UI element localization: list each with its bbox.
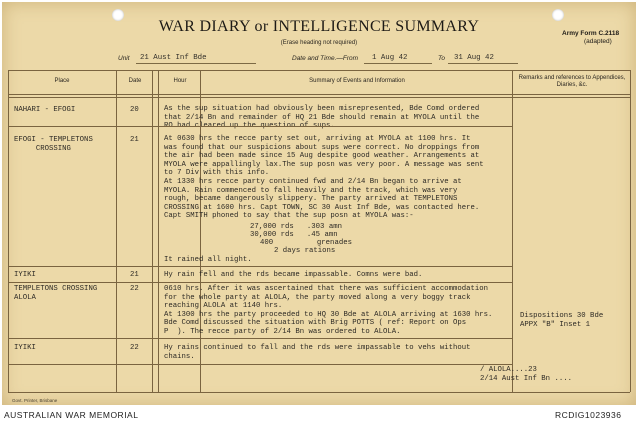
table-header-rule-2 <box>8 97 630 98</box>
unit-value: 21 Aust Inf Bde <box>140 54 207 62</box>
unit-label: Unit <box>118 55 130 62</box>
row-2-text: At 0630 hrs the recce party set out, arriving at MYOLA at 1100 hrs. It was found that our suspicions about sups were correct. No droppings from the air had been made since 15 Aug despite good weather. Arrangements at MYOLA were appallingly lax.The sup posn was very poor. A message was sent to 7 Div with this info. At 1330 hrs recce party continued fwd and 2/14 Bn began to arrive at MYOLA. Rain commenced to fall heavily and the track, which was very rough, became dangerously slippery. The party arrived at TEMPLETONS CROSSING at 1600 hrs. Capt TOWN, SC 30 Aust Inf Bde, was contacted here. Capt SMITH phoned to say that the sup posn at MYOLA was:- <box>164 135 484 221</box>
diary-page <box>2 2 636 406</box>
col-header-date: Date <box>128 78 142 84</box>
row-2-supply-2: 30,000 rds .45 amn <box>250 231 338 239</box>
form-number-sub: (adapted) <box>584 38 612 45</box>
row-2-closing: It rained all night. <box>164 256 252 264</box>
row-5-text: Hy rains continued to fall and the rds were impassable to vehs without chains. <box>164 344 471 361</box>
table-bottom-rule <box>8 392 630 393</box>
col-header-summary: Summary of Events and Information <box>309 78 405 84</box>
row-5-place: IYIKI <box>14 344 36 352</box>
row-3-place: IYIKI <box>14 271 36 279</box>
footer-record-id: RCDIG1023936 <box>555 410 622 420</box>
col-divider-summary <box>512 70 513 392</box>
col-divider-place <box>116 70 117 392</box>
row-4-date: 22 <box>130 285 139 293</box>
row-2-supply-3: 400 grenades <box>260 239 352 247</box>
row-2-date: 21 <box>130 136 139 144</box>
col-header-remarks: Remarks and references to Appendices, Diaries, &c. <box>518 75 626 88</box>
table-top-rule <box>8 70 630 71</box>
bottom-note: / ALOLA....23 2/14 Aust Inf Bn .... <box>480 366 572 383</box>
row-1-date: 20 <box>130 106 139 114</box>
row-3-date: 21 <box>130 271 139 279</box>
table-border-right <box>630 70 631 392</box>
date-to-underline <box>448 63 518 64</box>
army-form-number <box>562 30 619 46</box>
date-to-label: To <box>438 55 445 62</box>
printer-imprint: Govt. Printer, Brisbane <box>12 398 58 403</box>
table-border-left <box>8 70 9 392</box>
row-2-place: EFOGI - TEMPLETONS CROSSING <box>14 136 93 153</box>
col-header-place: Place <box>54 78 70 84</box>
row-5-date: 22 <box>130 344 139 352</box>
table-header-rule <box>8 94 630 95</box>
col-header-hour: Hour <box>173 78 187 84</box>
row-divider <box>8 266 512 267</box>
date-from-label: Date and Time.—From <box>292 55 359 62</box>
row-divider <box>8 338 512 339</box>
row-1-text: As the sup situation had obviously been misrepresented, Bde Comd ordered that 2/14 Bn and remainder of HQ 21 Bde should remain at MYOLA until the RO had cleared up the question of sups. <box>164 105 480 131</box>
row-divider <box>8 282 512 283</box>
row-2-supply-1: 27,000 rds .303 amn <box>250 223 342 231</box>
row-divider <box>8 126 512 127</box>
date-from-underline <box>364 63 432 64</box>
form-number-label: Army Form C.2118 <box>562 30 620 37</box>
row-2-supply-4: 2 days rations <box>274 247 336 255</box>
row-4-remark: Dispositions 30 Bde APPX "B" Inset 1 <box>520 312 604 329</box>
unit-underline <box>136 63 256 64</box>
row-3-text: Hy rain fell and the rds became impassable. Comns were bad. <box>164 271 423 279</box>
row-divider <box>8 364 512 365</box>
footer-institution: AUSTRALIAN WAR MEMORIAL <box>4 410 139 420</box>
row-4-text: 0610 hrs. After it was ascertained that there was sufficient accommodation for the whole party at ALOLA, the party moved along a very boggy track reaching ALOLA at 1140 hrs. At 1300 hrs the party proceeded to HQ 30 Bde at ALOLA arriving at 1630 hrs. Bde Comd discussed the situation with Brig POTTS ( ref: Report on Ops P ). The recce party of 2/14 Bn was ordered to ALOLA. <box>164 285 493 336</box>
form-title: WAR DIARY or INTELLIGENCE SUMMARY <box>158 18 480 35</box>
col-divider-date <box>152 70 153 392</box>
col-divider-date-2 <box>158 70 159 392</box>
row-1-place: NAHARI - EFOGI <box>14 106 76 114</box>
row-4-place: TEMPLETONS CROSSING ALOLA <box>14 285 98 302</box>
date-from-value: 1 Aug 42 <box>372 54 408 62</box>
form-subtitle: (Erase heading not required) <box>280 40 358 46</box>
date-to-value: 31 Aug 42 <box>454 54 494 62</box>
